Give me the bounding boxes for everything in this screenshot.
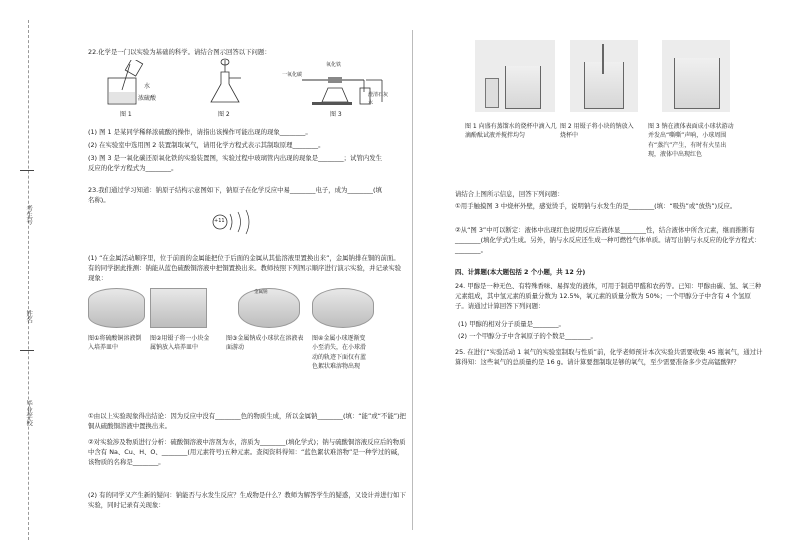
fig2-caption: 图 2 (218, 111, 230, 118)
q24-text: 24. 甲醇是一种无色、有特殊香味、易挥发的液体，可用于制造甲醛和农药等。已知：甲醇由碳、氢、氧三种元素组成，其中氢元素的质量分数为 12.5%，氧元素的质量分数为 50%；一个甲醇分子中含有 4 个氢原子。请通过计算回答下列问题： (455, 282, 762, 311)
q23-part1-a: ①由以上实验现象得出结论：因为反应中没有________色的物质生成，所以金属钠________(填：“能”或“不能”)把铜从硫酸铜溶液中置换出来。 (88, 412, 406, 431)
right-photo-3 (662, 40, 730, 112)
label-school: 毕业学校 (25, 400, 34, 426)
q23-title: 23.我们通过学习知道：钠原子结构示意图如下，钠原子在化学反应中易________电子，成为________(填名称)。 (88, 186, 382, 205)
photo-3-caption: 图③金属钠成小球状在溶液表面游动 (226, 335, 304, 352)
photo-2 (150, 288, 207, 328)
fig1-caption: 图 1 (120, 111, 132, 118)
q22-part1: (1) 图 1 是某同学稀释浓硫酸的操作，请指出该操作可能出现的现象________。 (88, 128, 312, 137)
sodium-label: 金属钠 (254, 290, 268, 295)
beaker-2 (584, 62, 624, 109)
blank-line-2 (20, 350, 34, 351)
photo-3 (238, 288, 300, 328)
q22-title: 22.化学是一门以实验为基础的科学。请结合图示回答以下问题： (88, 48, 271, 57)
photo-2-caption: 图②用镊子将一小块金属钠放入培养皿中 (150, 335, 210, 352)
figure-3 (282, 58, 392, 108)
fig3-lime-label: 澄清石灰水 (368, 92, 389, 106)
column-divider (412, 30, 413, 530)
photo-1-caption: 图①将硫酸铜溶液倒入培养皿中 (88, 335, 142, 352)
reagent-bottle (485, 78, 499, 108)
photo-4 (312, 288, 374, 328)
right-photo-2 (570, 40, 638, 112)
figure-1 (100, 60, 160, 108)
label-name: 姓名 (25, 310, 34, 323)
beaker-1 (505, 66, 541, 109)
right-photo-1 (475, 40, 555, 112)
fig1-acid-label: 浓硫酸 (138, 95, 157, 102)
photo-4-caption: 图④金属小球逐渐变小至消失，在小球滑动的轨迹下面仅有蓝色絮状难溶物出现 (312, 335, 367, 370)
right-q1: ①用手触摸图 3 中烧杯外壁，感觉烫手，说明钠与水发生的是________(填：“吸热”或“放热”)反应。 (455, 202, 737, 211)
figure-2-drawing (205, 58, 245, 108)
photo-1 (88, 288, 145, 328)
q24-part2: (2) 一个甲醇分子中含氧原子的个数是________。 (458, 332, 597, 341)
right-caption-2: 图 2 用镊子将小块的钠放入烧杯中 (560, 123, 634, 140)
right-caption-3: 图 3 钠在液体表面成小球状游动并发出“嘶嘶”声响，小球周围有“蒸汽”产生，有时有火星出现，液体中出现红色 (648, 123, 734, 158)
right-intro: 请结合上图所示信息，回答下列问题： (455, 190, 564, 199)
beaker-3 (674, 58, 720, 109)
fig3-co-label: 一氧化碳 (282, 72, 303, 78)
figure-2 (205, 58, 245, 108)
sodium-atom-diagram (210, 208, 260, 236)
q22-part3: (3) 图 3 是一氧化碳还原氧化铁的实验装置图，实验过程中玻璃管内出现的现象是________；试管内发生反应的化学方程式为________。 (88, 154, 383, 173)
q23-part1-b: ②对实验涉及物质进行分析：硫酸铜溶液中溶剂为水，溶质为________(填化学式)；钠与硫酸铜溶液反应后的物质中含有 Na、Cu、H、O、________(用元素符号)五种元素。查阅资料得知：“蓝色絮状难溶物”是一种学过的碱，该物质的名称是________。 (88, 438, 406, 467)
q24-part1: (1) 甲醇的相对分子质量是________。 (458, 320, 565, 329)
q23-part1-intro: (1) “在金属活动顺序里，位于前面的金属能把位于后面的金属从其盐溶液里置换出来”，金属钠排在铜的前面。有的同学据此推测：钠能从蓝色硫酸铜溶液中把铜置换出来。教师按照下列图示顺序进行演示实验，并记录实验现象： (88, 254, 402, 283)
q22-part2: (2) 在实验室中选用图 2 装置制取氧气，请用化学方程式表示其制取原理________。 (88, 141, 325, 150)
atom-nucleus: +11 (214, 218, 225, 224)
section-4-heading: 四、计算题(本大题包括 2 个小题，共 12 分) (455, 268, 586, 277)
q25-text: 25. 在进行“实验活动 1 氧气的实验室制取与性质”前，化学老师预计本次实验共需要收集 45 瓶氧气，通过计算得知：这些氧气的总质量约是 16 g。请计算要想制取足够的氧气，至少需要准备多少克高锰酸钾？ (455, 348, 763, 367)
fig3-caption: 图 3 (330, 111, 342, 118)
q23-part2: (2) 有的同学又产生新的疑问：钠能否与水发生反应？生成物是什么？教师为解答学生的疑惑，又设计并进行如下实验，同时记录有关现象： (88, 491, 406, 510)
binding-line (28, 20, 29, 540)
right-q2: ②从“图 3”中可以断定：液体中出现红色说明反应后液体显________性，结合液体中所含元素，继而推断有________(填化学式)生成。另外，钠与水反应还生成一种可燃性气体单质。请写出钠与水反应的化学方程式：________。 (455, 226, 761, 255)
fig3-fe-label: 氧化铁 (326, 62, 342, 68)
fig1-water-label: 水 (144, 83, 151, 90)
blank-line-1 (20, 170, 34, 171)
label-exam-number: 考生号 (25, 205, 34, 225)
right-caption-1: 图 1 向盛有蒸馏水的烧杯中滴入几滴酚酞试液并搅拌均匀 (465, 123, 557, 140)
tweezers (602, 44, 604, 74)
